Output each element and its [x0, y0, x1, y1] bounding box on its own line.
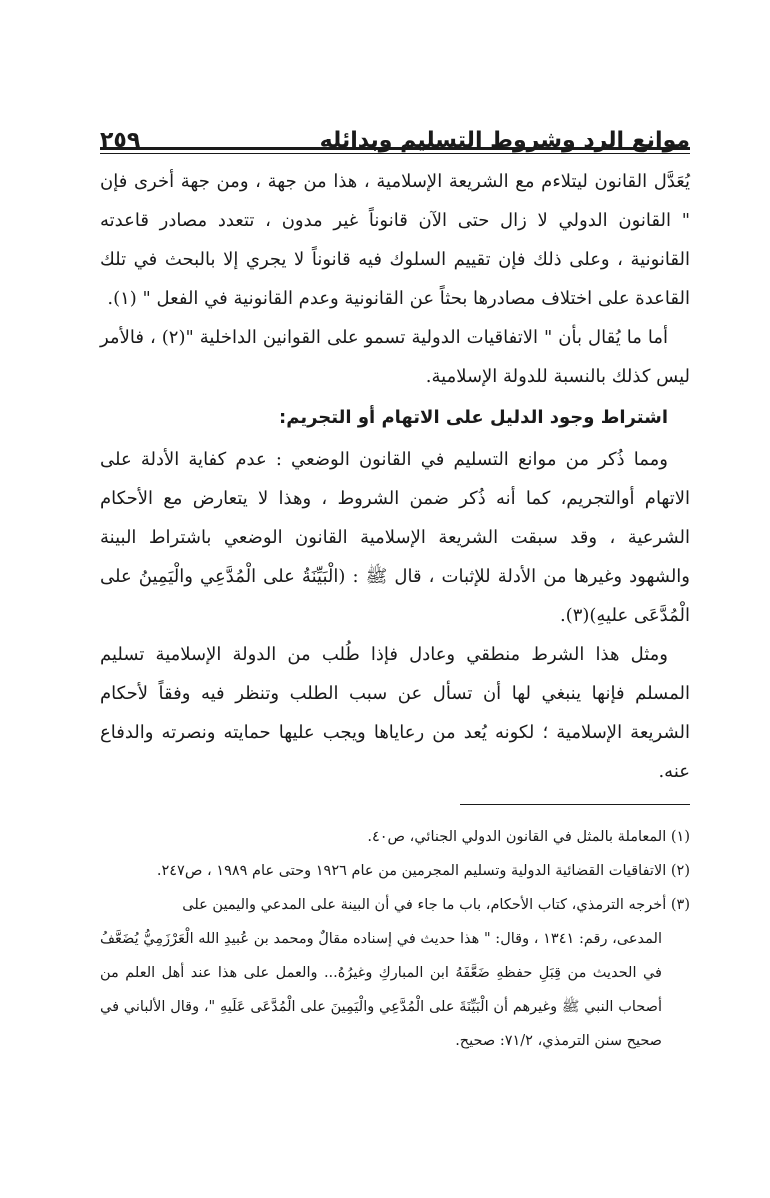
footnote-1: (١) المعاملة بالمثل في القانون الدولي الجنائي، ص٤٠. [367, 829, 690, 845]
main-text [100, 162, 690, 791]
page-number: ٢٥٩ [100, 128, 141, 153]
header-rule-thin [100, 153, 690, 154]
paragraph-1: يُعَدَّل القانون ليتلاءم مع الشريعة الإسلامية ، هذا من جهة ، ومن جهة أخرى فإن " القانون الدولي لا زال حتى الآن قانوناً غير مدون ، تتعدد مصادر قاعدته القانونية ، وعلى ذلك فإن تقييم السلوك فيه قانوناً لا يجري إلا بالبحث في تلك القاعدة على اختلاف مصادرها بحثاً عن القانونية وعدم القانونية في الفعل " (١). [100, 171, 690, 309]
footnote-3-continued: المدعى، رقم: ١٣٤١ ، وقال: " هذا حديث في إسناده مقالٌ ومحمد بن عُبيدِ الله الْعَرْزَمِيُّ يُضَعَّفُ في الحديث من قِبَلِ حفظهِ ضَعَّفَهُ ابن المباركِ وغيرُهُ... والعمل على هذا عند أهل العلم من أصحاب النبي ﷺ وغيرهم أن الْبَيِّنَةَ على الْمُدَّعِي والْيَمِينَ على الْمُدَّعَى عَلَيهِ "، وقال الألباني في صحيح سنن الترمذي، ٧١/٢: صحيح. [100, 931, 663, 1049]
footnote-3: (٣) أخرجه الترمذي، كتاب الأحكام، باب ما جاء في أن البينة على المدعي واليمين على [182, 897, 690, 913]
footnote-2: (٢) الاتفاقيات القضائية الدولية وتسليم المجرمين من عام ١٩٢٦ وحتى عام ١٩٨٩ ، ص٢٤٧. [156, 863, 690, 879]
footnotes [100, 820, 690, 1058]
paragraph-3: ومما ذُكر من موانع التسليم في القانون الوضعي : عدم كفاية الأدلة على الاتهام أوالتجريم، كما أنه ذُكر ضمن الشروط ، وهذا لا يتعارض مع الأحكام الشرعية ، وقد سبقت الشريعة الإسلامية القانون الوضعي باشتراط البينة والشهود وغيرها من الأدلة للإثبات ، قال ﷺ : (الْبَيِّنَةُ على الْمُدَّعِي والْيَمِينُ على الْمُدَّعَى عليهِ)(٣). [100, 449, 690, 626]
section-heading: اشتراط وجود الدليل على الاتهام أو التجريم: [279, 407, 668, 428]
footnote-separator [460, 804, 690, 805]
paragraph-4: ومثل هذا الشرط منطقي وعادل فإذا طُلب من الدولة الإسلامية تسليم المسلم فإنها ينبغي لها أن تسأل عن سبب الطلب وتنظر فيه وفقاً لأحكام الشريعة الإسلامية ؛ لكونه يُعد من رعاياها ويجب عليها حمايته ونصرته والدفاع عنه. [100, 644, 690, 782]
paragraph-2: أما ما يُقال بأن " الاتفاقيات الدولية تسمو على القوانين الداخلية "(٢) ، فالأمر ليس كذلك بالنسبة للدولة الإسلامية. [100, 327, 690, 387]
header-rule-thick [100, 147, 690, 150]
running-title: موانع الرد وشروط التسليم وبدائله [319, 128, 690, 153]
